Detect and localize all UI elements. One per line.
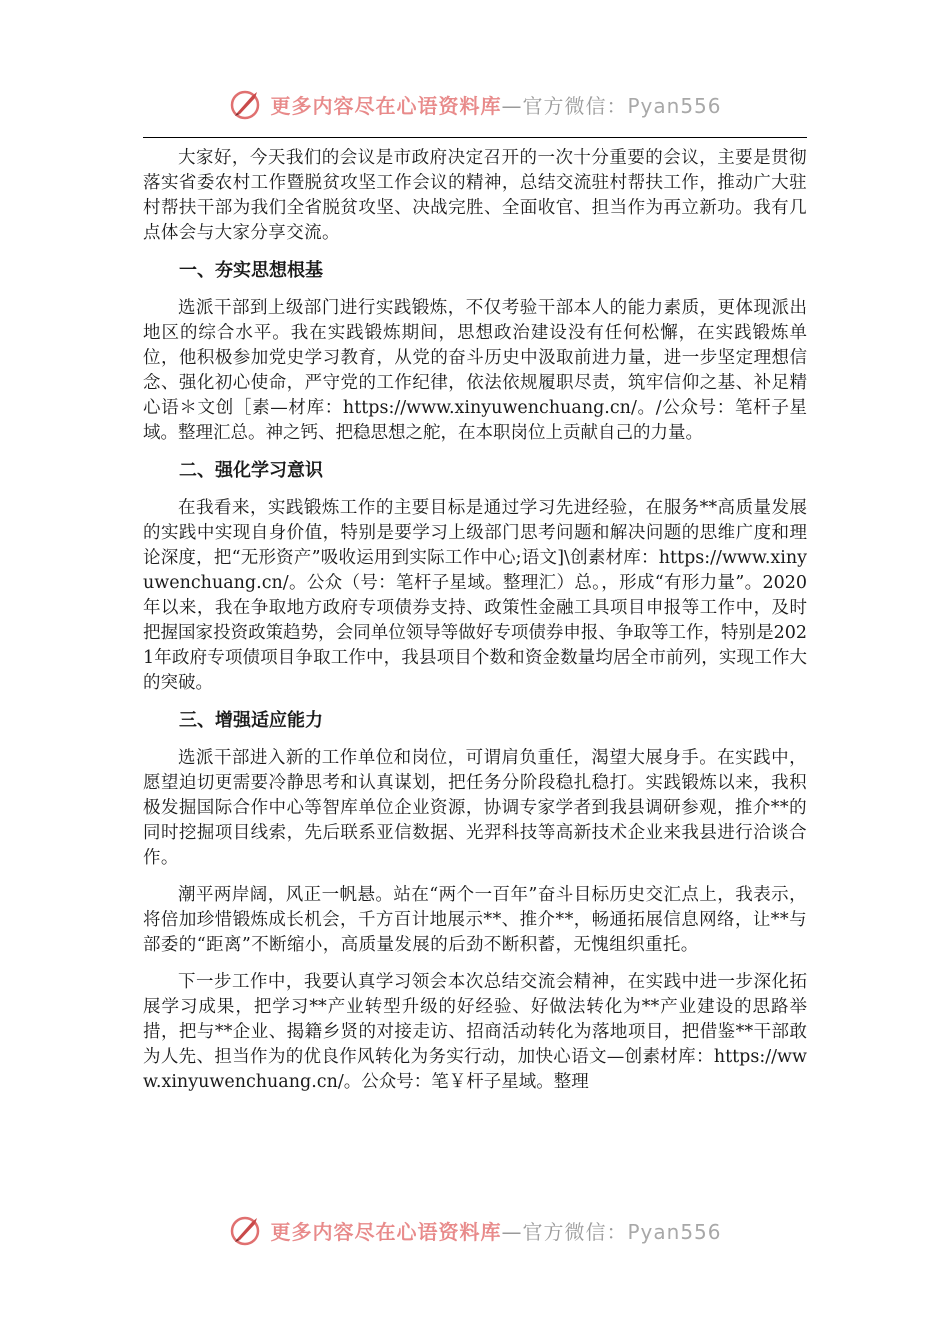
watermark-brand: 更多内容尽在心语资料库 <box>270 93 502 118</box>
document-body <box>143 146 807 1107</box>
section-2-heading: 二、强化学习意识 <box>179 460 323 481</box>
section-1-heading: 一、夯实思想根基 <box>179 260 323 281</box>
watermark-wechat-id: Pyan556 <box>627 1219 722 1244</box>
section-3-paragraph-2: 潮平两岸阔，风正一帆悬。站在“两个一百年”奋斗目标历史交汇点上，我表示，将倍加珍惜锻炼成长机会，千方百计地展示**、推介**，畅通拓展信息网络，让**与部委的“距离”不断缩小，高质量发展的后劲不断积蓄，无愧组织重托。 <box>143 885 807 955</box>
intro-paragraph: 大家好，今天我们的会议是市政府决定召开的一次十分重要的会议，主要是贯彻落实省委农村工作暨脱贫攻坚工作会议的精神，总结交流驻村帮扶工作，推动广大驻村帮扶干部为我们全省脱贫攻坚、决战完胜、全面收官、担当作为再立新功。我有几点体会与大家分享交流。 <box>143 148 807 243</box>
section-3-heading: 三、增强适应能力 <box>179 710 323 731</box>
header-watermark <box>0 82 950 126</box>
watermark-separator: —官方微信： <box>501 1219 628 1244</box>
watermark-separator: —官方微信： <box>501 93 628 118</box>
footer-watermark <box>0 1208 950 1252</box>
pen-logo-icon <box>228 86 264 122</box>
watermark-wechat-id: Pyan556 <box>627 93 722 118</box>
section-3-paragraph-3: 下一步工作中，我要认真学习领会本次总结交流会精神，在实践中进一步深化拓展学习成果，把学习**产业转型升级的好经验、好做法转化为**产业建设的思路举措，把与**企业、揭籍乡贤的对接走访、招商活动转化为落地项目，把借鉴**干部敢为人先、担当作为的优良作风转化为务实行动，加快心语文—创素材库：https://www.xinyuwenchuang.cn/。公众号：笔￥杆子星域。整理 <box>143 972 807 1092</box>
section-2-paragraph: 在我看来，实践锻炼工作的主要目标是通过学习先进经验，在服务**高质量发展的实践中实现自身价值，特别是要学习上级部门思考问题和解决问题的思维广度和理论深度，把“无形资产”吸收运用到实际工作中心;语文]\创素材库：https://www.xinyuwenchuang.cn/。公众（号：笔杆子星域。整理汇）总。，形成“有形力量”。2020年以来，我在争取地方政府专项债券支持、政策性金融工具项目申报等工作中，及时把握国家投资政策趋势，会同单位领导等做好专项债券申报、争取等工作，特别是2021年政府专项债项目争取工作中，我县项目个数和资金数量均居全市前列，实现工作大的突破。 <box>143 498 807 693</box>
watermark-brand: 更多内容尽在心语资料库 <box>270 1219 502 1244</box>
pen-logo-icon <box>228 1212 264 1248</box>
header-divider <box>143 137 807 138</box>
section-3-paragraph-1: 选派干部进入新的工作单位和岗位，可谓肩负重任，渴望大展身手。在实践中，愿望迫切更需要冷静思考和认真谋划，把任务分阶段稳扎稳打。实践锻炼以来，我积极发掘国际合作中心等智库单位企业资源，协调专家学者到我县调研参观，推介**的同时挖掘项目线索，先后联系亚信数据、光羿科技等高新技术企业来我县进行洽谈合作。 <box>143 748 807 868</box>
section-1-paragraph: 选派干部到上级部门进行实践锻炼，不仅考验干部本人的能力素质，更体现派出地区的综合水平。我在实践锻炼期间，思想政治建设没有任何松懈，在实践锻炼单位，他积极参加党史学习教育，从党的奋斗历史中汲取前进力量，进一步坚定理想信念、强化初心使命，严守党的工作纪律，依法依规履职尽责，筑牢信仰之基、补足精心语＊文创［素—材库：https://www.xinyuwenchuang.cn/。/公众号：笔杆子星域。整理汇总。神之钙、把稳思想之舵，在本职岗位上贡献自己的力量。 <box>143 298 807 443</box>
